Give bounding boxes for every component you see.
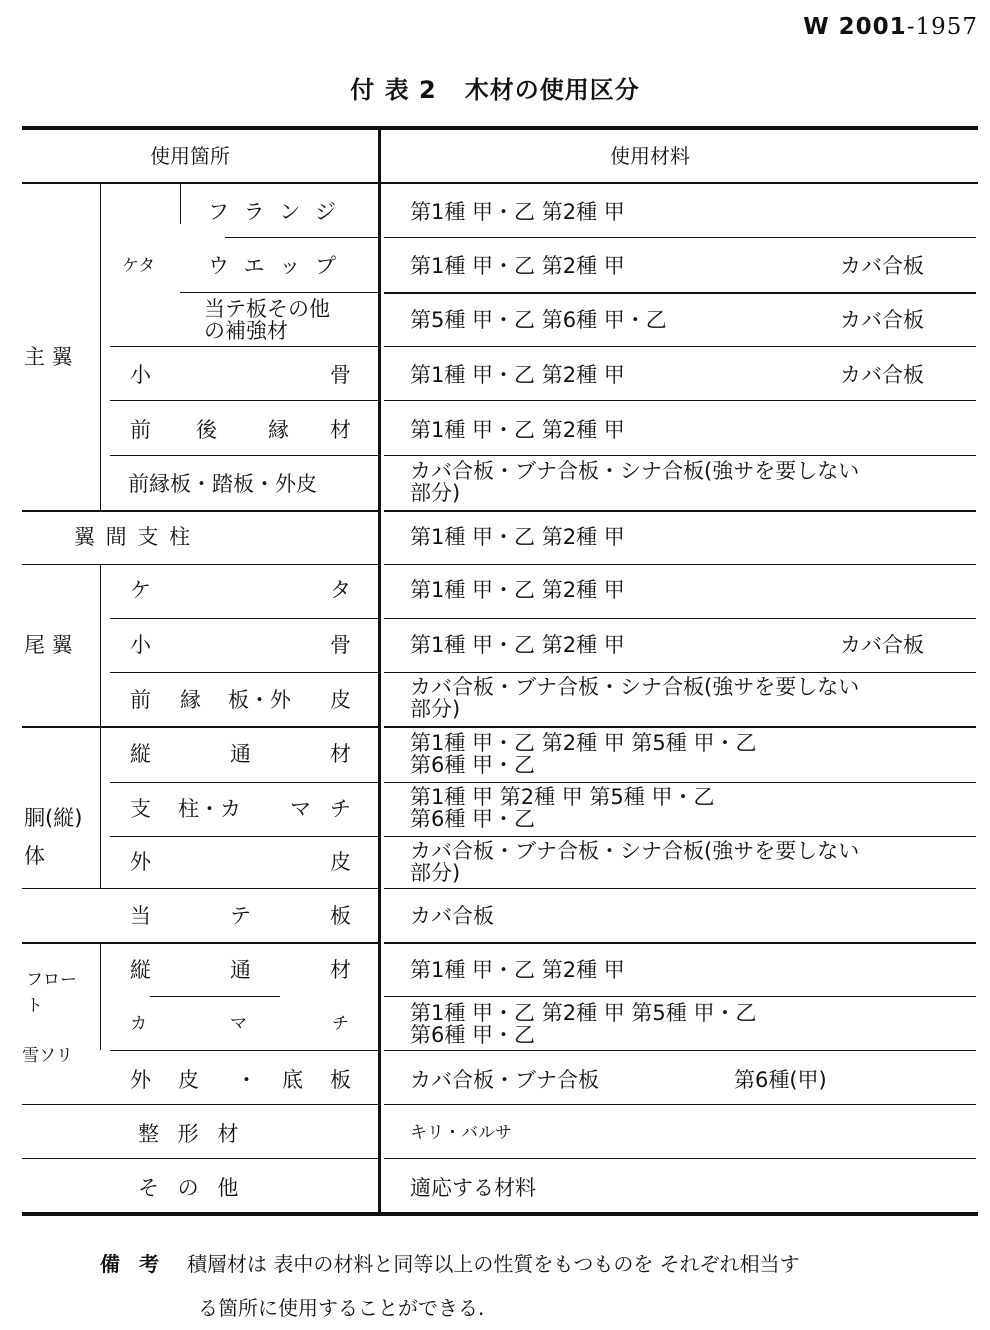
row-rule	[384, 237, 976, 238]
location-frame: チ	[332, 1014, 349, 1034]
row-rule	[22, 726, 378, 728]
material-cell	[410, 460, 859, 504]
remarks	[100, 1242, 980, 1330]
location-line: の補強材	[204, 319, 288, 343]
row-rule	[110, 400, 378, 401]
material-line: 第6種 甲・乙	[410, 753, 536, 777]
location-rib: 小	[130, 633, 151, 657]
material-cell	[410, 840, 859, 884]
location-web: ウ エ ッ プ	[208, 254, 341, 278]
location-spar: タ	[330, 578, 351, 602]
material-cell: カバ合板・ブナ合板	[410, 1068, 599, 1092]
material-cell: 第1種 甲・乙 第2種 甲	[410, 578, 625, 602]
row-rule	[110, 1050, 378, 1051]
row-rule	[110, 455, 378, 456]
location-stringer: 材	[330, 958, 351, 982]
row-rule	[384, 564, 976, 565]
header-material: 使用材料	[610, 144, 690, 168]
row-rule	[22, 888, 378, 889]
header-location: 使用箇所	[150, 144, 230, 168]
remarks-label: 備 考	[100, 1252, 165, 1276]
location-edge-member: 材	[330, 418, 351, 442]
group-interplane-strut: 翼 間 支 柱	[74, 525, 193, 549]
material-cell	[410, 732, 756, 776]
group-divider	[100, 728, 101, 888]
group-keta: ケタ	[122, 256, 156, 276]
material-line: 第1種 甲・乙 第2種 甲 第5種 甲・乙	[410, 731, 757, 755]
remarks-line	[100, 1242, 980, 1286]
location-flange: フ ラ ン ジ	[208, 200, 341, 224]
material-cell	[410, 676, 859, 720]
location-doubler: 当	[130, 904, 151, 928]
location-leading-edge: 皮	[330, 688, 351, 712]
column-divider	[378, 128, 381, 1214]
group-float-2: ト	[26, 996, 43, 1016]
row-rule	[384, 618, 976, 619]
location-edge-member: 前	[130, 418, 151, 442]
row-rule	[22, 510, 378, 512]
group-divider	[100, 944, 101, 1050]
location-line: 当テ板その他	[204, 297, 330, 321]
row-rule	[225, 237, 378, 238]
location-strut-frame: 柱・カ	[178, 797, 241, 821]
group-sled: 雪ソリ	[22, 1046, 73, 1066]
material-cell: カバ合板	[410, 904, 494, 928]
group-fuselage-2: 体	[24, 844, 45, 868]
row-rule	[180, 292, 378, 293]
location-stringer: 縦	[130, 958, 151, 982]
row-rule	[22, 564, 378, 565]
group-fuselage: 胴(縦)	[24, 806, 83, 830]
row-rule	[110, 618, 378, 619]
row-rule	[150, 996, 280, 997]
material-cell: 第1種 甲・乙 第2種 甲	[410, 525, 625, 549]
group-tail: 尾 翼	[24, 633, 73, 657]
table-top-rule	[22, 126, 978, 130]
row-rule	[384, 1104, 976, 1105]
group-main-wing: 主 翼	[24, 345, 73, 369]
location-frame: カ	[130, 1014, 147, 1034]
material-line: カバ合板・ブナ合板・シナ合板(強サを要しない	[410, 839, 860, 863]
row-rule	[384, 836, 976, 837]
material-cell: キリ・バルサ	[410, 1123, 512, 1143]
location-stringer: 通	[230, 958, 251, 982]
table-title: 付 表 2 木材の使用区分	[350, 76, 640, 104]
material-line: 部分)	[410, 861, 461, 885]
group-divider	[180, 184, 181, 224]
row-rule	[384, 672, 976, 673]
material-extra: カバ合板	[840, 254, 924, 278]
location-stringer: 縦	[130, 742, 151, 766]
row-rule	[22, 1158, 378, 1159]
header-rule	[22, 182, 978, 184]
row-rule	[384, 292, 976, 294]
material-cell: 第1種 甲・乙 第2種 甲	[410, 200, 625, 224]
location-skin: 皮	[330, 850, 351, 874]
material-extra: カバ合板	[840, 633, 924, 657]
row-rule	[384, 782, 976, 783]
material-cell: 第5種 甲・乙 第6種 甲・乙	[410, 308, 667, 332]
location-leading-edge: 縁	[180, 688, 201, 712]
location-rib: 骨	[330, 633, 351, 657]
location-skin-bottom: 皮	[178, 1068, 199, 1092]
location-rib: 骨	[330, 363, 351, 387]
location-other: そ の 他	[138, 1176, 245, 1200]
material-cell: 第1種 甲・乙 第2種 甲	[410, 958, 625, 982]
location-strut-frame: チ	[330, 797, 351, 821]
row-rule	[110, 672, 378, 673]
material-extra: カバ合板	[840, 308, 924, 332]
location-edge-member: 縁	[268, 418, 289, 442]
location-doubler: 板	[330, 904, 351, 928]
location-reinforcement	[204, 298, 330, 342]
location-skin-bottom: ・	[236, 1068, 257, 1092]
row-rule	[384, 942, 976, 944]
standard-number: W 2001-1957	[803, 14, 978, 40]
material-cell	[410, 786, 714, 830]
material-line: 第1種 甲・乙 第2種 甲 第5種 甲・乙	[410, 1001, 757, 1025]
location-fairing: 整 形 材	[138, 1122, 245, 1146]
material-line: カバ合板・ブナ合板・シナ合板(強サを要しない	[410, 675, 860, 699]
row-rule	[384, 400, 976, 401]
material-cell: 第1種 甲・乙 第2種 甲	[410, 418, 625, 442]
table-bottom-rule	[22, 1212, 978, 1216]
row-rule	[110, 346, 378, 347]
group-divider	[100, 184, 101, 510]
location-skin-bottom: 板	[330, 1068, 351, 1092]
location-leading-edge: 板・外	[228, 688, 291, 712]
location-rib: 小	[130, 363, 151, 387]
material-cell: 第1種 甲・乙 第2種 甲	[410, 254, 625, 278]
remarks-line: る箇所に使用することができる.	[198, 1296, 485, 1320]
material-cell: 適応する材料	[410, 1176, 536, 1200]
remarks-text: 積層材は 表中の材料と同等以上の性質をもつものを それぞれ相当す	[186, 1252, 800, 1276]
location-skin-bottom: 底	[282, 1068, 303, 1092]
group-divider	[100, 564, 101, 726]
row-rule	[384, 346, 976, 347]
location-frame: マ	[230, 1014, 247, 1034]
row-rule	[110, 836, 378, 837]
material-line: 第6種 甲・乙	[410, 1023, 536, 1047]
row-rule	[384, 888, 976, 889]
material-extra: カバ合板	[840, 363, 924, 387]
row-rule	[22, 942, 378, 944]
row-rule	[110, 782, 378, 783]
location-spar: ケ	[130, 578, 151, 602]
location-strut-frame: 支	[130, 797, 151, 821]
material-cell	[410, 1002, 756, 1046]
location-strut-frame: マ	[290, 797, 311, 821]
location-leading-edge: 前縁板・踏板・外皮	[128, 472, 317, 496]
location-skin: 外	[130, 850, 151, 874]
location-doubler: テ	[230, 904, 251, 928]
material-cell: 第1種 甲・乙 第2種 甲	[410, 363, 625, 387]
group-float: フロー	[26, 970, 77, 990]
row-rule	[384, 726, 976, 728]
row-rule	[384, 1050, 976, 1051]
location-stringer: 材	[330, 742, 351, 766]
material-line: 第1種 甲 第2種 甲 第5種 甲・乙	[410, 785, 715, 809]
material-line: 部分)	[410, 481, 461, 505]
location-edge-member: 後	[196, 418, 217, 442]
material-line: 第6種 甲・乙	[410, 807, 536, 831]
row-rule	[22, 1104, 378, 1105]
material-cell: 第1種 甲・乙 第2種 甲	[410, 633, 625, 657]
row-rule	[384, 996, 976, 997]
location-leading-edge: 前	[130, 688, 151, 712]
material-line: カバ合板・ブナ合板・シナ合板(強サを要しない	[410, 459, 860, 483]
material-extra: 第6種(甲)	[734, 1068, 827, 1092]
location-skin-bottom: 外	[130, 1068, 151, 1092]
row-rule	[384, 1158, 976, 1159]
location-stringer: 通	[230, 742, 251, 766]
material-line: 部分)	[410, 697, 461, 721]
row-rule	[384, 455, 976, 456]
row-rule	[384, 510, 976, 512]
